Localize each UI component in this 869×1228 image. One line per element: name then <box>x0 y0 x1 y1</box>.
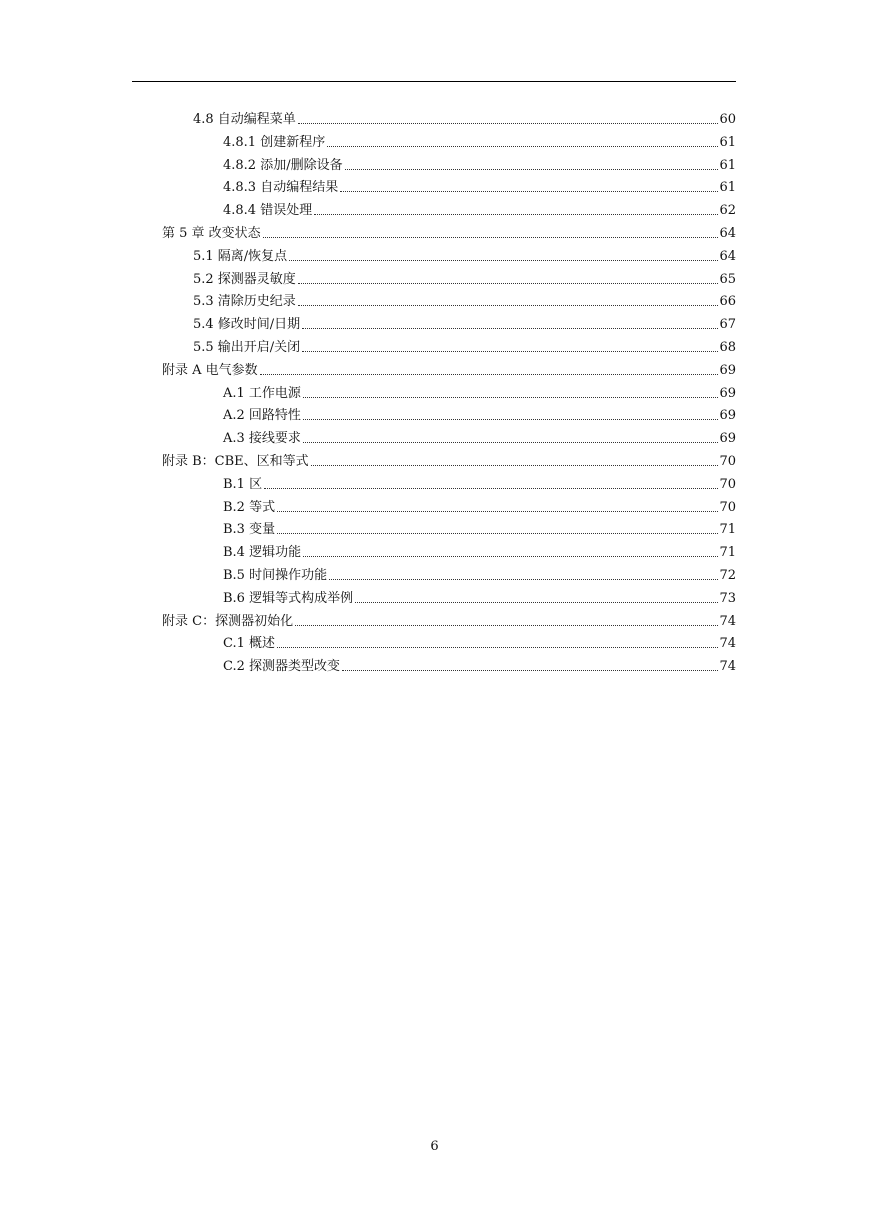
toc-entry[interactable] <box>0 357 736 379</box>
toc-dot-leader <box>277 647 718 648</box>
toc-entry[interactable] <box>0 539 736 561</box>
toc-dot-leader <box>345 169 719 170</box>
toc-dot-leader <box>302 351 718 352</box>
toc-entry-title: A.3 接线要求 <box>223 431 301 447</box>
toc-entry[interactable] <box>0 585 736 607</box>
toc-entry[interactable] <box>0 516 736 538</box>
toc-dot-leader <box>298 283 719 284</box>
toc-dot-leader <box>289 260 718 261</box>
toc-entry-title: 5.5 输出开启/关闭 <box>193 340 301 355</box>
toc-entry-title: 4.8.2 添加/删除设备 <box>223 157 343 173</box>
toc-entry[interactable] <box>0 266 736 288</box>
toc-entry-page: 70 <box>719 454 736 469</box>
toc-dot-leader <box>277 533 718 534</box>
toc-entry[interactable] <box>0 311 736 333</box>
toc-entry-page: 65 <box>719 271 736 287</box>
toc-entry-page: 72 <box>719 568 736 583</box>
toc-entry-title: B.5 时间操作功能 <box>223 568 328 583</box>
toc-entry-page: 61 <box>719 134 736 150</box>
toc-entry-page: 64 <box>719 248 736 264</box>
toc-entry-title: 附录 C：探测器初始化 <box>162 613 294 629</box>
page-number: 6 <box>430 1139 439 1154</box>
toc-entry-page: 74 <box>719 636 736 652</box>
toc-entry-title: A.1 工作电源 <box>223 385 301 401</box>
header-rule <box>132 81 736 82</box>
toc-entry-page: 69 <box>719 408 736 424</box>
toc-entry[interactable] <box>0 288 736 310</box>
toc-dot-leader <box>355 602 718 603</box>
toc-entry[interactable] <box>0 494 736 516</box>
toc-entry-page: 69 <box>719 431 736 447</box>
toc-entry-title: B.3 变量 <box>223 522 276 538</box>
toc-entry[interactable] <box>0 653 736 675</box>
toc-dot-leader <box>327 146 718 147</box>
toc-dot-leader <box>303 556 718 557</box>
toc-entry-title: 5.3 清除历史纪录 <box>193 294 296 310</box>
toc-dot-leader <box>303 419 719 420</box>
toc-entry[interactable] <box>0 174 736 196</box>
toc-dot-leader <box>340 191 718 192</box>
toc-entry-page: 71 <box>719 522 736 538</box>
toc-entry-page: 71 <box>719 545 736 561</box>
toc-entry-title: B.2 等式 <box>223 499 276 515</box>
toc-entry[interactable] <box>0 630 736 652</box>
toc-entry-page: 69 <box>719 385 736 401</box>
toc-entry-title: 5.1 隔离/恢复点 <box>193 248 288 264</box>
toc-entry[interactable] <box>0 608 736 630</box>
toc-dot-leader <box>260 374 719 375</box>
toc-entry-title: 4.8.3 自动编程结果 <box>223 180 339 196</box>
toc-entry[interactable] <box>0 448 736 470</box>
toc-entry-page: 74 <box>719 613 736 629</box>
toc-entry-title: 附录 B：CBE、区和等式 <box>162 454 309 469</box>
toc-dot-leader <box>314 214 718 215</box>
toc-dot-leader <box>303 397 719 398</box>
toc-entry[interactable] <box>0 197 736 219</box>
toc-entry-title: 附录 A 电气参数 <box>162 362 258 378</box>
toc-entry-page: 66 <box>719 294 736 310</box>
toc-entry[interactable] <box>0 220 736 242</box>
toc-entry-page: 69 <box>719 362 736 378</box>
toc-entry[interactable] <box>0 562 736 584</box>
toc-dot-leader <box>277 511 718 512</box>
toc-dot-leader <box>263 237 719 238</box>
toc-entry[interactable] <box>0 425 736 447</box>
toc-entry[interactable] <box>0 129 736 151</box>
toc-entry-title: 4.8.1 创建新程序 <box>223 134 326 150</box>
toc-entry-title: 5.2 探测器灵敏度 <box>193 271 296 287</box>
toc-dot-leader <box>302 328 718 329</box>
toc-entry-page: 74 <box>719 659 736 675</box>
toc-entry-page: 70 <box>719 476 736 492</box>
toc-entry-title: 第 5 章 改变状态 <box>162 226 261 241</box>
toc-entry-page: 68 <box>719 340 736 355</box>
toc-entry-title: 4.8 自动编程菜单 <box>193 112 296 127</box>
toc-dot-leader <box>303 442 719 443</box>
toc-entry-page: 70 <box>719 499 736 515</box>
toc-entry[interactable] <box>0 243 736 265</box>
toc-entry-page: 61 <box>719 157 736 173</box>
toc-entry[interactable] <box>0 152 736 174</box>
toc-entry[interactable] <box>0 380 736 402</box>
toc-entry[interactable] <box>0 402 736 424</box>
toc-entry[interactable] <box>0 334 736 356</box>
toc-entry-page: 64 <box>719 226 736 241</box>
toc-entry-title: B.4 逻辑功能 <box>223 545 302 561</box>
toc-dot-leader <box>264 488 718 489</box>
toc-entry[interactable] <box>0 106 736 128</box>
toc-entry-page: 60 <box>719 112 736 127</box>
toc-entry-title: C.1 概述 <box>223 636 276 652</box>
toc-entry-page: 62 <box>719 203 736 219</box>
toc-entry-title: 5.4 修改时间/日期 <box>193 317 301 333</box>
toc-entry-page: 61 <box>719 180 736 196</box>
toc-dot-leader <box>311 465 719 466</box>
toc-entry-page: 73 <box>719 590 736 606</box>
toc-dot-leader <box>342 670 718 671</box>
toc-entry-title: B.6 逻辑等式构成举例 <box>223 590 354 606</box>
toc-dot-leader <box>298 305 719 306</box>
toc-entry-title: 4.8.4 错误处理 <box>223 203 313 219</box>
toc-entry-title: B.1 区 <box>223 476 263 492</box>
toc-dot-leader <box>295 625 718 626</box>
toc-dot-leader <box>298 123 719 124</box>
toc-entry-page: 67 <box>719 317 736 333</box>
toc-entry-title: C.2 探测器类型改变 <box>223 659 341 675</box>
toc-dot-leader <box>329 579 718 580</box>
toc-entry[interactable] <box>0 471 736 493</box>
toc-entry-title: A.2 回路特性 <box>223 408 301 424</box>
